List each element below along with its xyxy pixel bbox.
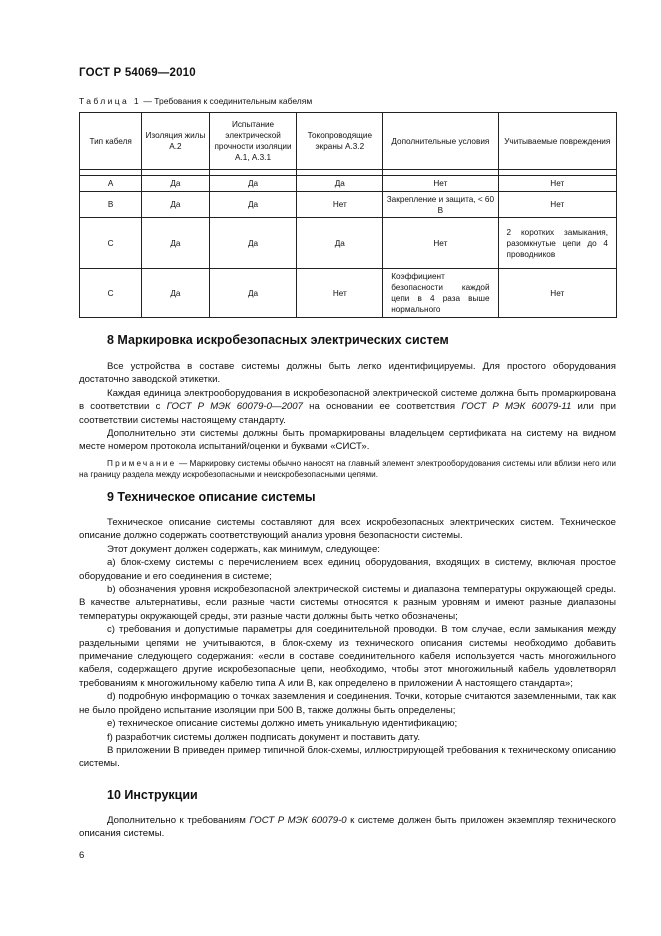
note — [79, 458, 616, 481]
paragraph — [79, 814, 616, 841]
table-row — [80, 218, 617, 269]
table-cell: Да — [209, 176, 297, 192]
table-cell: В — [80, 192, 142, 218]
list-item: с) требования и допустимые параметры для соединительной проводки. В том случае, если замыкания между раздельными цепями не учитываются, в блок-схему из технического описания системы необходимо добавить примечание следующего содержания: «если в составе соединительного кабеля используется часть многожильного кабеля, содержащего другие искробезопасные цепи, необходимо, чтобы этот многожильный кабель удовлетворял требованиям к многожильному кабелю типа А или В, как определено в приложении А настоящего стандарта»; — [79, 624, 616, 689]
paragraph — [79, 387, 616, 427]
table-cell: Нет — [297, 269, 383, 318]
table-cell: Да — [297, 218, 383, 269]
standard-reference: ГОСТ Р МЭК 60079-0 — [249, 815, 347, 826]
list-item: а) блок-схему системы с перечислением всех единиц оборудования, входящих в систему, включая простое оборудование и его соединения в системе; — [79, 557, 616, 582]
document-id-header: ГОСТ Р 54069—2010 — [79, 67, 196, 79]
cable-requirements-table — [79, 112, 617, 318]
table-cell: Да — [142, 176, 209, 192]
table-caption-label: Таблица 1 — [79, 96, 142, 106]
table-row — [80, 176, 617, 192]
table-caption-text: — Требования к соединительным кабелям — [141, 96, 313, 106]
table-row — [80, 192, 617, 218]
section-10-heading: 10 Инструкции — [107, 788, 198, 802]
table-cell: Нет — [383, 218, 498, 269]
table-cell: С — [80, 269, 142, 318]
table-header-cell: Испытание электрической прочности изоляции А.1, А.3.1 — [209, 113, 297, 170]
table-cell: Да — [297, 176, 383, 192]
table-cell: Да — [142, 192, 209, 218]
table-cell: Коэффициент безопасности каждой цепи в 4 раза выше нормального — [383, 269, 498, 318]
list-item: d) подробную информацию о точках заземления и соединения. Точки, которые считаются заземленными, так как не было пройдено испытание изоляции при 500 В, также должны быть определены; — [79, 691, 616, 716]
table-cell: Да — [142, 269, 209, 318]
table-cell: Да — [209, 192, 297, 218]
table-header-cell: Тип кабеля — [80, 113, 142, 170]
text-run: на основании ее соответствия — [302, 401, 462, 413]
table-cell: Нет — [297, 192, 383, 218]
table-cell: С — [80, 218, 142, 269]
note-text: — Маркировку системы обычно наносят на главный элемент электрооборудования системы или вблизи него или на границу раздела между искробезопасными и неискробезопасными цепями. — [79, 458, 616, 480]
table-header-cell: Дополнительные условия — [383, 113, 498, 170]
section-8-body — [79, 360, 616, 481]
list-item: е) техническое описание системы должно иметь уникальную идентификацию; — [107, 718, 458, 730]
paragraph: Техническое описание системы составляют для всех искробезопасных электрических систем. Техническое описание должно содержать соответствующий анализ уровня безопасности системы. — [79, 517, 616, 542]
table-header-row — [80, 113, 617, 170]
list-item: f) разработчик системы должен подписать документ и поставить дату. — [107, 731, 421, 743]
standard-reference: ГОСТ Р МЭК 60079-0—2007 — [166, 401, 303, 413]
table-caption — [79, 96, 312, 106]
text-run: к системе должен быть приложен экземпляр технического описания системы. — [79, 815, 616, 840]
table-cell: Нет — [498, 192, 616, 218]
table-cell: Закрепление и защита, < 60 В — [383, 192, 498, 218]
paragraph: Дополнительно эти системы должны быть промаркированы владельцем сертификата на систему на видном месте номером протокола испытаний/оценки и буквами «СИСТ». — [79, 428, 616, 453]
table-header-cell: Учитываемые повреждения — [498, 113, 616, 170]
table-cell: Да — [209, 269, 297, 318]
text-run: Каждая единица электрооборудования в искробезопасной электрической системе должна быть промаркирована в соответствии с — [79, 387, 616, 413]
table-cell: Нет — [498, 269, 616, 318]
section-9-body — [79, 516, 616, 771]
paragraph: Этот документ должен содержать, как минимум, следующее: — [107, 543, 380, 555]
section-8-heading: 8 Маркировка искробезопасных электрических систем — [107, 333, 449, 347]
table-header-cell: Токопроводящие экраны А.3.2 — [297, 113, 383, 170]
text-run: Дополнительно к требованиям — [107, 815, 250, 826]
list-item: b) обозначения уровня искробезопасной электрической системы и диапазона температуры окружающей среды. В качестве альтернативы, если разные части системы относятся к разным уровням и имеют разные диапазоны температуры окружающей среды, эти разные части должны быть четко обозначены; — [79, 584, 616, 622]
table-cell: Да — [142, 218, 209, 269]
paragraph: В приложении В приведен пример типичной блок-схемы, иллюстрирующей требования к техническому описанию системы. — [79, 744, 616, 770]
section-10-body — [79, 814, 616, 841]
paragraph: Все устройства в составе системы должны быть легко идентифицируемы. Для простого оборудования достаточно заводской этикетки. — [79, 361, 616, 386]
table-cell: Да — [209, 218, 297, 269]
section-9-heading: 9 Техническое описание системы — [107, 490, 316, 504]
table-header-cell: Изоляция жилы А.2 — [142, 113, 209, 170]
note-label: Примечание — [107, 458, 177, 468]
text-run: или при соответствии системы настоящему стандарту. — [79, 401, 616, 426]
table-cell: 2 коротких замыкания, разомкнутые цепи до 4 проводников — [498, 218, 616, 269]
table-row — [80, 269, 617, 318]
table-cell: Нет — [498, 176, 616, 192]
standard-reference: ГОСТ Р МЭК 60079-11 — [461, 401, 572, 413]
table-cell: Нет — [383, 176, 498, 192]
page-number: 6 — [79, 850, 85, 861]
table-cell: А — [80, 176, 142, 192]
